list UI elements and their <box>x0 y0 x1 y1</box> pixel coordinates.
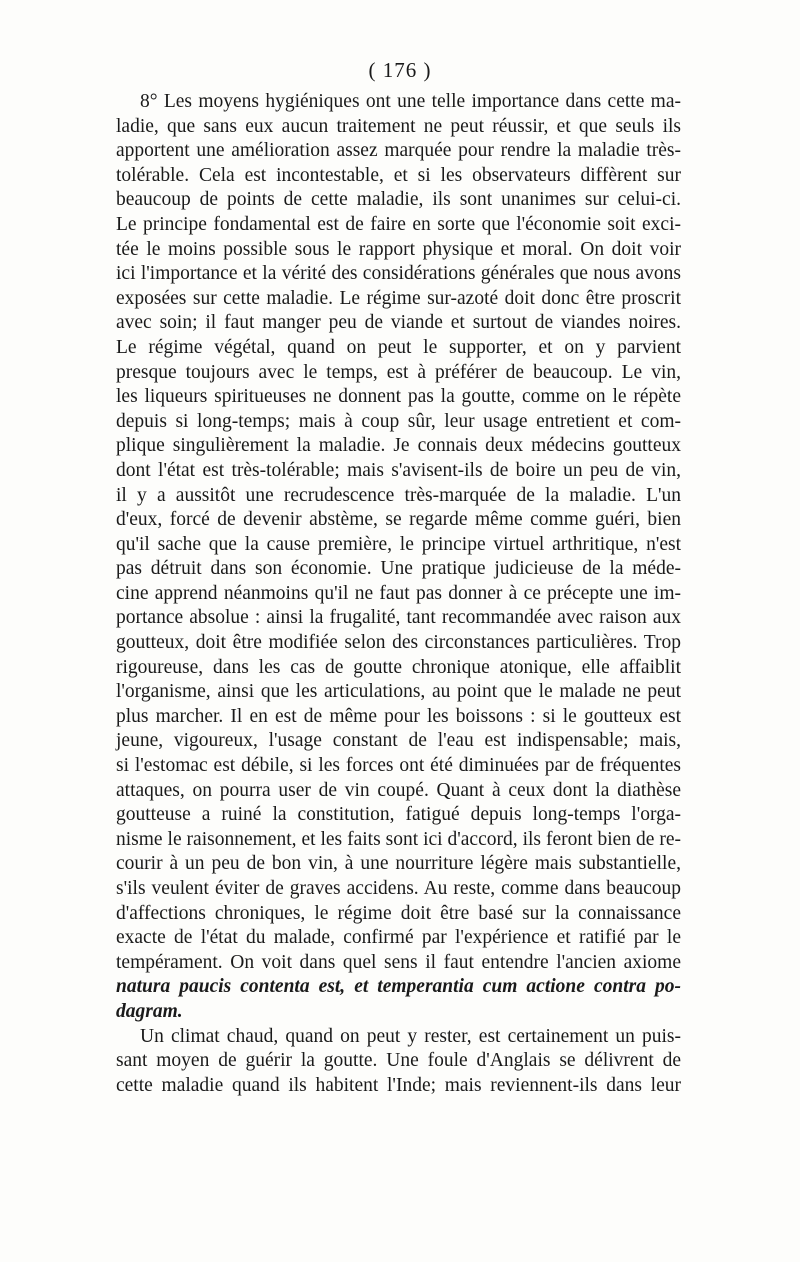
text-line: plique singulièrement la maladie. Je connais deux médecins goutteux <box>116 435 681 457</box>
text-line: rigoureuse, dans les cas de goutte chronique atonique, elle affaiblit <box>116 656 681 678</box>
text-line: ladie, que sans eux aucun traitement ne peut réussir, et que seuls ils <box>116 115 681 137</box>
text-line: goutteux, doit être modifiée selon des circonstances particulières. Trop <box>116 632 681 654</box>
text-line: tolérable. Cela est incontestable, et si les observateurs diffèrent sur <box>116 164 681 186</box>
text-line: sant moyen de guérir la goutte. Une foule d'Anglais se délivrent de <box>116 1050 681 1072</box>
text-line: exposées sur cette maladie. Le régime sur-azoté doit donc être proscrit <box>116 287 681 309</box>
latin-axiom-line: dagram. <box>116 1000 183 1022</box>
text-line: Un climat chaud, quand on peut y rester, est certainement un puis- <box>140 1025 681 1047</box>
text-line: apportent une amélioration assez marquée pour rendre la maladie très- <box>116 140 681 162</box>
text-line: cette maladie quand ils habitent l'Inde; mais reviennent-ils dans leur <box>116 1074 681 1096</box>
text-line: goutteuse a ruiné la constitution, fatigué depuis long-temps l'orga- <box>116 804 681 826</box>
text-line: d'eux, forcé de devenir abstème, se regarde même comme guéri, bien <box>116 509 681 531</box>
page-number: ( 176 ) <box>368 58 432 82</box>
text-line: depuis si long-temps; mais à coup sûr, leur usage entretient et com- <box>116 410 681 432</box>
text-line: attaques, on pourra user de vin coupé. Quant à ceux dont la diathèse <box>116 779 681 801</box>
text-line: presque toujours avec le temps, est à préférer de beaucoup. Le vin, <box>116 361 681 383</box>
text-line: jeune, vigoureux, l'usage constant de l'eau est indispensable; mais, <box>116 730 681 752</box>
text-line: ici l'importance et la vérité des considérations générales que nous avons <box>116 263 681 285</box>
text-line: tempérament. On voit dans quel sens il faut entendre l'ancien axiome <box>116 951 681 973</box>
text-line: portance absolue : ainsi la frugalité, tant recommandée avec raison aux <box>116 607 681 629</box>
text-line: les liqueurs spiritueuses ne donnent pas la goutte, comme on le répète <box>116 386 681 408</box>
text-line: Le régime végétal, quand on peut le supporter, et on y parvient <box>116 336 681 358</box>
text-line: s'ils veulent éviter de graves accidens. Au reste, comme dans beaucoup <box>116 878 681 899</box>
text-line: beaucoup de points de cette maladie, ils sont unanimes sur celui-ci. <box>116 189 681 211</box>
text-line: l'organisme, ainsi que les articulations, au point que le malade ne peut <box>116 681 681 703</box>
text-line: d'affections chroniques, le régime doit être basé sur la connaissance <box>116 902 681 924</box>
text-line: pas détruit dans son économie. Une pratique judicieuse de la méde- <box>116 558 681 580</box>
text-line: dont l'état est très-tolérable; mais s'avisent-ils de boire un peu de vin, <box>116 459 681 481</box>
text-line: courir à un peu de bon vin, à une nourriture légère mais substantielle, <box>116 853 681 875</box>
text-line: 8° Les moyens hygiéniques ont une telle importance dans cette ma- <box>140 91 681 112</box>
latin-axiom-line: natura paucis contenta est, et temperantia cum actione contra po- <box>116 976 681 998</box>
text-line: nisme le raisonnement, et les faits sont ici d'accord, ils feront bien de re- <box>116 828 681 850</box>
text-line: Le principe fondamental est de faire en sorte que l'économie soit exci- <box>116 213 681 235</box>
text-line: avec soin; il faut manger peu de viande et surtout de viandes noires. <box>116 312 681 334</box>
text-line: tée le moins possible sous le rapport physique et moral. On doit voir <box>116 238 681 260</box>
text-line: plus marcher. Il en est de même pour les boissons : si le goutteux est <box>116 705 681 727</box>
text-line: si l'estomac est débile, si les forces ont été diminuées par de fréquentes <box>116 755 681 777</box>
text-line: cine apprend néanmoins qu'il ne faut pas donner à ce précepte une im- <box>116 582 681 604</box>
body-text <box>116 90 681 1098</box>
text-line: exacte de l'état du malade, confirmé par l'expérience et ratifié par le <box>116 927 681 949</box>
text-line: qu'il sache que la cause première, le principe virtuel arthritique, n'est <box>116 533 681 555</box>
text-line: il y a aussitôt une recrudescence très-marquée de la maladie. L'un <box>116 484 681 506</box>
